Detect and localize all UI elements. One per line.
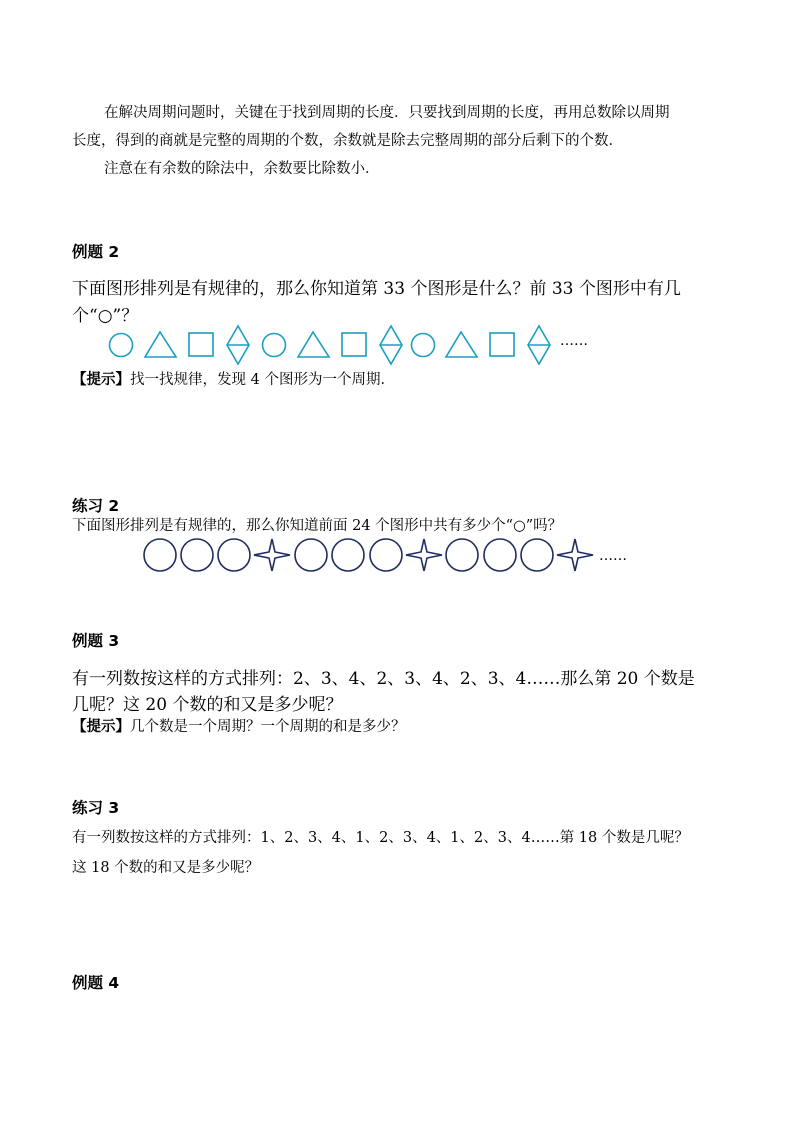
circle-icon	[218, 539, 250, 571]
hint-tag: 【提示】	[72, 371, 130, 388]
example-2-question-line-2: 个“○”？	[72, 306, 139, 326]
example-3-hint	[72, 715, 406, 736]
example-2-title: 例题 2	[72, 243, 120, 261]
practice-2-question: 下面图形排列是有规律的，那么你知道前面 24 个图形中共有多少个“○”吗？	[72, 518, 563, 534]
circle-icon	[295, 539, 327, 571]
star-icon	[406, 539, 442, 571]
hint-tag: 【提示】	[72, 718, 130, 735]
star-icon	[557, 539, 593, 571]
circle-icon	[484, 539, 516, 571]
circle-icon	[144, 539, 176, 571]
intro-note: 注意在有余数的除法中，余数要比除数小．	[104, 161, 380, 177]
example-3-question-line-1: 有一列数按这样的方式排列：2、3、4、2、3、4、2、3、4……那么第 20 个数是	[72, 669, 695, 689]
circle-icon	[370, 539, 402, 571]
practice-2-title: 练习 2	[72, 497, 120, 515]
practice-3-question-line-2: 这 18 个数的和又是多少呢？	[72, 860, 260, 876]
star-icon	[254, 539, 290, 571]
practice-3-question-line-1: 有一列数按这样的方式排列：1、2、3、4、1、2、3、4、1、2、3、4……第 18 个数是几呢？	[72, 830, 689, 846]
practice-2-ellipsis: ……	[599, 548, 627, 564]
intro-paragraph-line-2: 长度，得到的商就是完整的周期的个数，余数就是除去完整周期的部分后剩下的个数．	[72, 133, 623, 149]
example-3-question-line-2: 几呢？这 20 个数的和又是多少呢？	[72, 695, 343, 715]
hint-text: 几个数是一个周期？一个周期的和是多少？	[130, 719, 406, 735]
example-4-title: 例题 4	[72, 974, 120, 992]
intro-paragraph-line-1: 在解决周期问题时，关键在于找到周期的长度．只要找到周期的长度，再用总数除以周期	[104, 105, 670, 121]
circle-icon	[446, 539, 478, 571]
example-3-title: 例题 3	[72, 632, 120, 650]
example-2-question-line-1: 下面图形排列是有规律的，那么你知道第 33 个图形是什么？前 33 个图形中有几	[72, 279, 681, 299]
hint-text: 找一找规律，发现 4 个图形为一个周期．	[130, 372, 395, 388]
example-2-ellipsis: ……	[560, 333, 588, 349]
circle-icon	[521, 539, 553, 571]
circle-icon	[181, 539, 213, 571]
practice-3-title: 练习 3	[72, 799, 120, 817]
circle-icon	[332, 539, 364, 571]
